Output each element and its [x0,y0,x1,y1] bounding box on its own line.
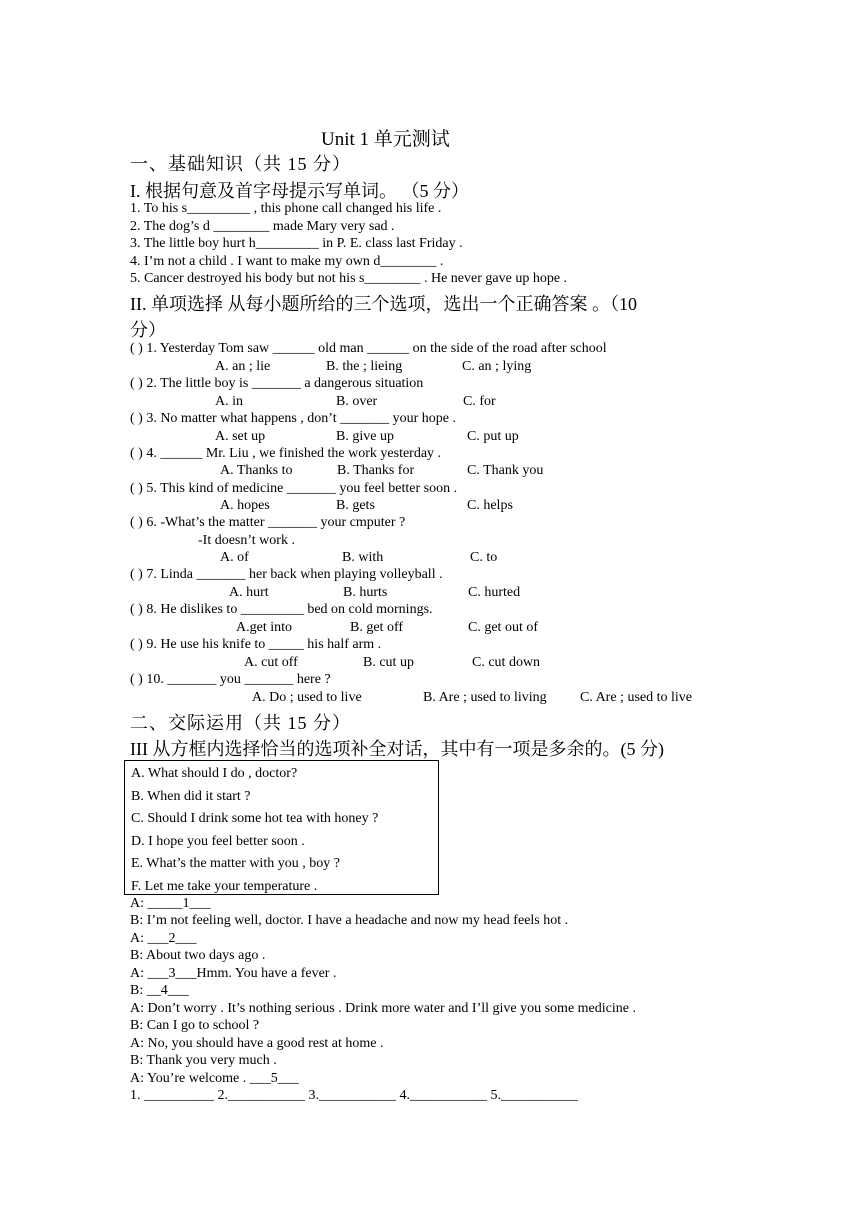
mc-option-c: C. helps [467,498,513,513]
option-item: B. When did it start ? [131,789,251,804]
mc-option-b: B. get off [350,620,404,635]
mc-option-c: C. for [463,394,496,409]
mc-option-a: A. hopes [220,498,270,513]
option-item: F. Let me take your temperature . [131,879,318,894]
dialogue-line: B: About two days ago . [130,948,266,963]
mc-option-c: C. to [470,550,498,565]
dialogue-line: A: You’re welcome . ___5___ [130,1071,299,1086]
part1-item: 2. The dog’s d ________ made Mary very sad . [130,219,395,234]
dialogue-line: A: ___3___Hmm. You have a fever . [130,966,337,981]
mc-option-a: A.get into [236,620,292,635]
part1-item: 1. To his s_________ , this phone call changed his life . [130,201,442,216]
dialogue-line: A: Don’t worry . It’s nothing serious . Drink more water and I’ll give you some medicine . [130,1001,636,1016]
mc-option-b: B. give up [336,429,394,444]
mc-question-stem: ( ) 8. He dislikes to _________ bed on cold mornings. [130,602,433,617]
mc-option-a: A. set up [215,429,266,444]
dialogue-line: B: Can I go to school ? [130,1018,260,1033]
mc-question-stem: ( ) 1. Yesterday Tom saw ______ old man ______ on the side of the road after school [130,341,607,356]
mc-option-a: A. in [215,394,243,409]
part2-heading: II. 单项选择 从每小题所给的三个选项，选出一个正确答案 。（10 [130,294,637,314]
part1-item: 4. I’m not a child . I want to make my own d________ . [130,254,444,269]
section2-heading: 二、交际运用（共 15 分） [130,713,351,733]
dialogue-line: A: ___2___ [130,931,197,946]
option-item: C. Should I drink some hot tea with honey ? [131,811,379,826]
option-item: D. I hope you feel better soon . [131,834,305,849]
mc-option-c: C. hurted [468,585,521,600]
mc-question-stem: ( ) 7. Linda _______ her back when playing volleyball . [130,567,443,582]
mc-question-stem: ( ) 6. -What’s the matter _______ your cmputer ? [130,515,406,530]
dialogue-line: B: Thank you very much . [130,1053,277,1068]
answer-blanks: 1. __________ 2.___________ 3.___________ 4.___________ 5.___________ [130,1088,578,1103]
mc-option-a: A. an ; lie [215,359,271,374]
mc-option-c: C. put up [467,429,519,444]
option-item: E. What’s the matter with you , boy ? [131,856,340,871]
mc-option-c: C. Are ; used to live [580,690,692,705]
mc-question-stem: ( ) 3. No matter what happens , don’t _______ your hope . [130,411,456,426]
mc-option-a: A. Thanks to [220,463,293,478]
mc-option-b: B. over [336,394,378,409]
dialogue-line: B: I’m not feeling well, doctor. I have a headache and now my head feels hot . [130,913,569,928]
mc-question-stem: ( ) 9. He use his knife to _____ his half arm . [130,637,382,652]
mc-question-dialogue: -It doesn’t work . [198,533,295,548]
part1-heading: I. 根据句意及首字母提示写单词。 （5 分） [130,181,469,201]
dialogue-line: A: _____1___ [130,896,211,911]
mc-option-b: B. cut up [363,655,414,670]
mc-question-stem: ( ) 4. ______ Mr. Liu , we finished the work yesterday . [130,446,442,461]
options-box [124,760,439,895]
part1-item: 5. Cancer destroyed his body but not his s________ . He never gave up hope . [130,271,568,286]
part1-item: 3. The little boy hurt h_________ in P. E. class last Friday . [130,236,463,251]
mc-question-stem: ( ) 10. _______ you _______ here ? [130,672,331,687]
page-title: Unit 1 单元测试 [321,129,450,150]
mc-option-c: C. get out of [468,620,538,635]
mc-option-c: C. Thank you [467,463,544,478]
mc-option-b: B. Thanks for [337,463,415,478]
mc-option-c: C. an ; lying [462,359,532,374]
section1-heading: 一、基础知识（共 15 分） [130,154,351,174]
dialogue-line: B: __4___ [130,983,189,998]
mc-option-b: B. Are ; used to living [423,690,547,705]
mc-option-a: A. hurt [229,585,269,600]
mc-question-stem: ( ) 2. The little boy is _______ a dangerous situation [130,376,424,391]
mc-question-stem: ( ) 5. This kind of medicine _______ you feel better soon . [130,481,458,496]
mc-option-b: B. with [342,550,384,565]
part2-heading-cont: 分） [130,320,166,340]
mc-option-b: B. the ; lieing [326,359,403,374]
mc-option-a: A. of [220,550,249,565]
dialogue-line: A: No, you should have a good rest at home . [130,1036,384,1051]
mc-option-b: B. hurts [343,585,388,600]
part3-heading: III 从方框内选择恰当的选项补全对话，其中有一项是多余的。(5 分) [130,739,664,759]
mc-option-c: C. cut down [472,655,541,670]
mc-option-b: B. gets [336,498,375,513]
mc-option-a: A. Do ; used to live [252,690,362,705]
mc-option-a: A. cut off [244,655,298,670]
option-item: A. What should I do , doctor? [131,766,298,781]
